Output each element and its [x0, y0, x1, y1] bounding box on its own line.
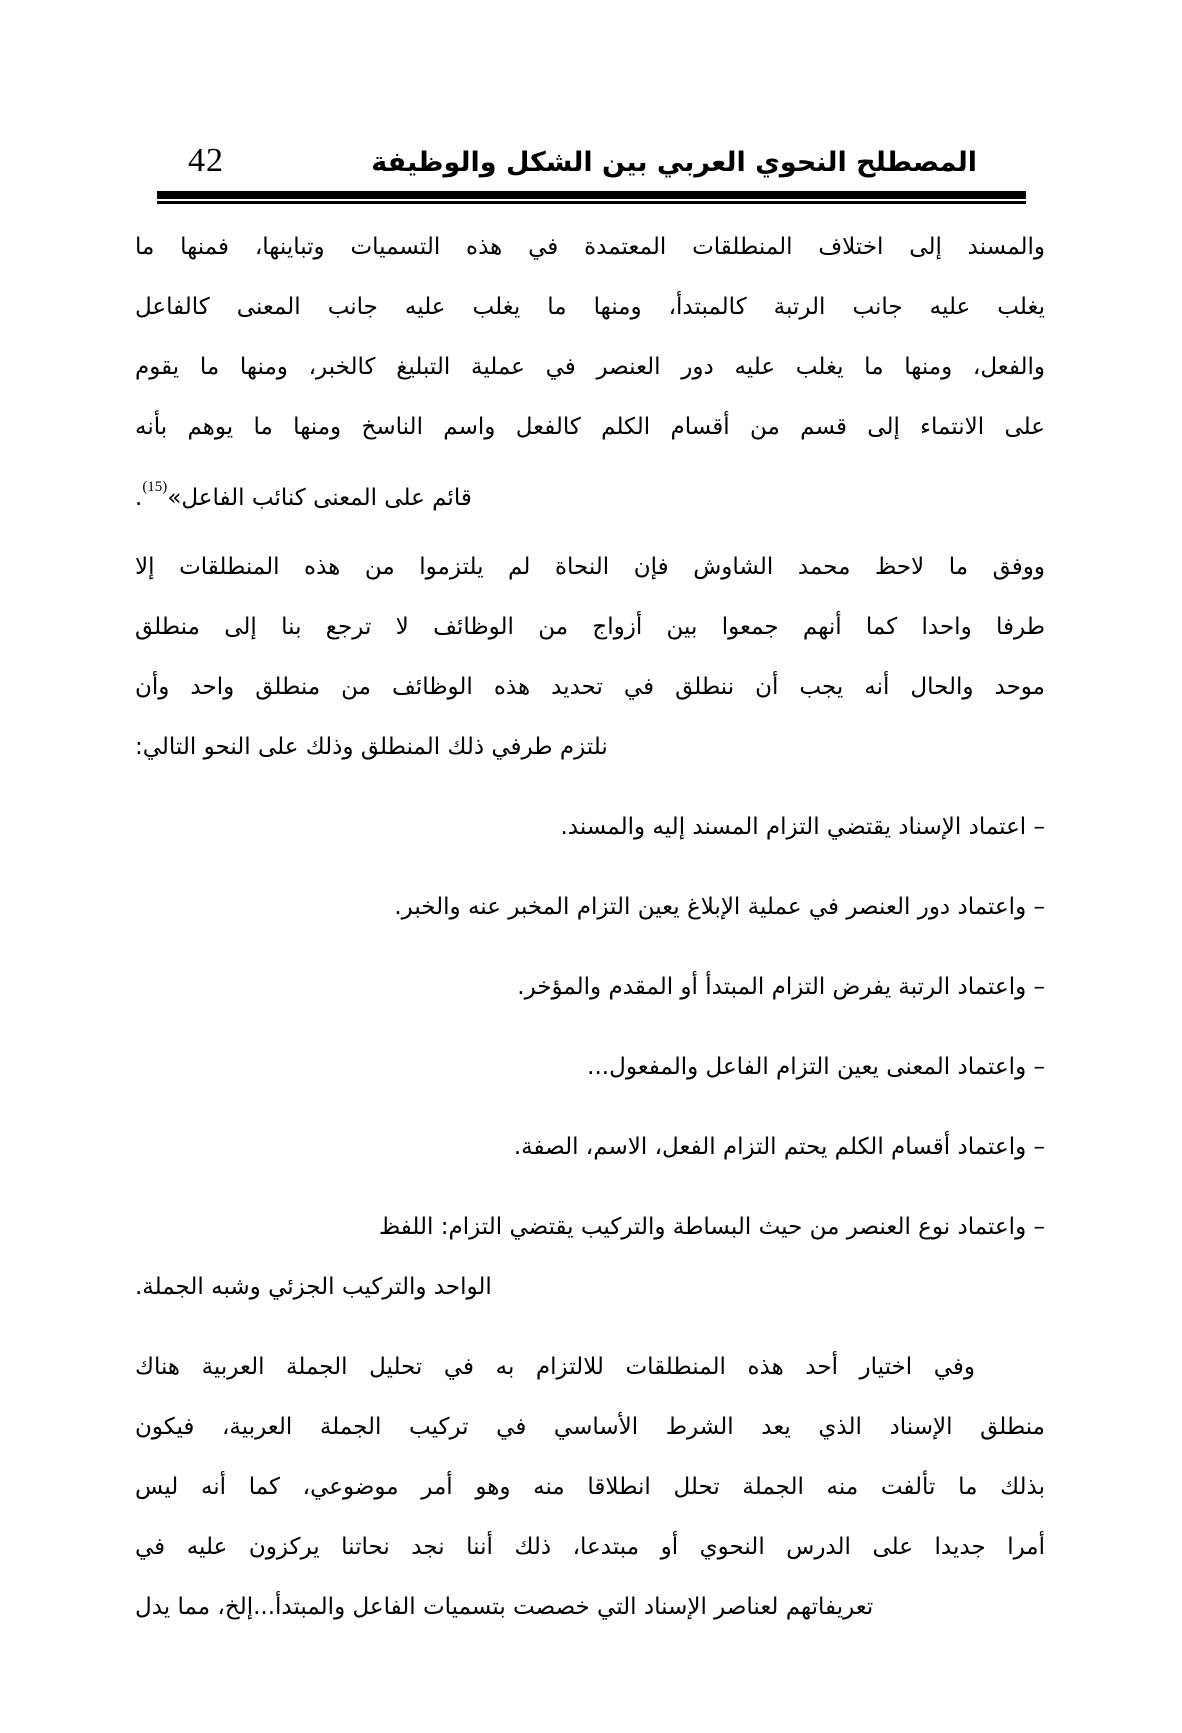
text-line: وفي اختيار أحد هذه المنطلقات للالتزام به في تحليل الجملة العربية هناك — [135, 1354, 975, 1380]
list-item-text: – اعتماد الإسناد يقتضي التزام المسند إليه والمسند. — [560, 814, 1045, 840]
list-item-text: – واعتماد دور العنصر في عملية الإبلاغ يعين التزام المخبر عنه والخبر. — [394, 894, 1045, 920]
page-title: المصطلح النحوي العربي بين الشكل والوظيفة — [371, 147, 977, 178]
list-item-text: – واعتماد الرتبة يفرض التزام المبتدأ أو المقدم والمؤخر. — [517, 974, 1045, 1000]
text-line: تعريفاتهم لعناصر الإسناد التي خصصت بتسميات الفاعل والمبتدأ...إلخ، مما يدل — [135, 1594, 874, 1620]
text-line: ووفق ما لاحظ محمد الشاوش فإن النحاة لم يلتزموا من هذه المنطلقات إلا — [135, 554, 1045, 580]
page-header — [0, 0, 1182, 178]
paragraph-3 — [135, 1337, 1045, 1637]
paragraph-2 — [135, 537, 1045, 777]
footnote-marker: (15) — [142, 479, 168, 495]
paragraph-1 — [135, 217, 1045, 517]
list-item — [135, 797, 1045, 857]
page-number: 42 — [188, 142, 224, 179]
text-line: على الانتماء إلى قسم من أقسام الكلم كالفعل واسم الناسخ ومنها ما يوهم بأنه — [135, 414, 1045, 440]
list-item — [135, 1037, 1045, 1097]
header-divider — [157, 191, 1026, 204]
page-body — [135, 217, 1045, 1637]
text-line: والفعل، ومنها ما يغلب عليه دور العنصر في عملية التبليغ كالخبر، ومنها ما يقوم — [135, 354, 1045, 380]
list-item — [135, 877, 1045, 937]
list-item-text: – واعتماد نوع العنصر من حيث البساطة والتركيب يقتضي التزام: اللفظ — [378, 1214, 1045, 1240]
list-item-text: الواحد والتركيب الجزئي وشبه الجملة. — [135, 1274, 492, 1300]
text-line: طرفا واحدا كما أنهم جمعوا بين أزواج من الوظائف لا ترجع بنا إلى منطلق — [135, 614, 1045, 640]
text-line: بذلك ما تألفت منه الجملة تحلل انطلاقا منه وهو أمر موضوعي، كما أنه ليس — [135, 1474, 1045, 1500]
sentence-period: . — [135, 485, 143, 511]
list-item-text: – واعتماد المعنى يعين التزام الفاعل والمفعول... — [587, 1054, 1045, 1080]
text-line: أمرا جديدا على الدرس النحوي أو مبتدعا، ذلك أننا نجد نحاتنا يركزون عليه في — [135, 1534, 1045, 1560]
text-line: منطلق الإسناد الذي يعد الشرط الأساسي في تركيب الجملة العربية، فيكون — [135, 1414, 1045, 1440]
list-item-text: – واعتماد أقسام الكلم يحتم التزام الفعل، الاسم، الصفة. — [513, 1134, 1045, 1160]
text-line — [135, 457, 1045, 517]
list-item — [135, 957, 1045, 1017]
list-item — [135, 1197, 1045, 1317]
quote-end-text: قائم على المعنى كنائب الفاعل» — [167, 485, 472, 511]
list-item — [135, 1117, 1045, 1177]
text-line: موحد والحال أنه يجب أن ننطلق في تحديد هذه الوظائف من منطلق واحد وأن — [135, 674, 1045, 700]
text-line: والمسند إلى اختلاف المنطلقات المعتمدة في هذه التسميات وتباينها، فمنها ما — [135, 234, 1045, 260]
text-line: نلتزم طرفي ذلك المنطلق وذلك على النحو التالي: — [135, 734, 608, 760]
text-line: يغلب عليه جانب الرتبة كالمبتدأ، ومنها ما يغلب عليه جانب المعنى كالفاعل — [135, 294, 1045, 320]
